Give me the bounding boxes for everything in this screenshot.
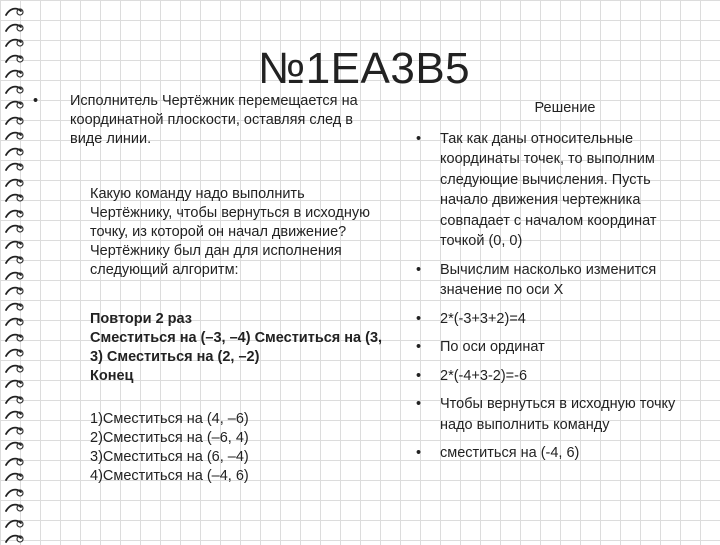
question-text: Какую команду надо выполнить Чертёжнику, чтобы вернуться в исходную точку, из которой он начал движение?	[90, 186, 370, 240]
spiral-ring-icon	[4, 425, 26, 437]
solution-item	[395, 337, 695, 358]
task-intro	[30, 92, 385, 149]
bullet-icon: •	[416, 396, 422, 412]
spiral-ring-icon	[4, 487, 26, 499]
spiral-ring-icon	[4, 53, 26, 65]
solution-item	[395, 309, 695, 330]
spiral-ring-icon	[4, 37, 26, 49]
solution-item	[395, 366, 695, 387]
notebook-spiral	[0, 0, 30, 540]
answer-option: 1)Сместиться на (4, –6)	[90, 411, 249, 427]
spiral-ring-icon	[4, 99, 26, 111]
spiral-ring-icon	[4, 394, 26, 406]
spiral-ring-icon	[4, 316, 26, 328]
solution-text: Чтобы вернуться в исходную точку надо выполнить команду	[440, 396, 676, 433]
bullet-icon: •	[416, 130, 422, 147]
solution-text: сместиться на (-4, 6)	[440, 445, 580, 461]
spiral-ring-icon	[4, 130, 26, 142]
spiral-ring-icon	[4, 239, 26, 251]
spiral-ring-icon	[4, 347, 26, 359]
solution-text: Вычислим насколько изменится значение по оси Х	[440, 261, 657, 298]
algorithm-block	[30, 310, 385, 386]
spiral-ring-icon	[4, 378, 26, 390]
solution-heading: Решение	[534, 100, 596, 116]
solution-text: По оси ординат	[440, 339, 545, 355]
solution-item	[395, 394, 695, 435]
solution-text: 2*(-4+3-2)=-6	[440, 367, 528, 384]
task-column	[30, 92, 385, 486]
answer-option: 3)Сместиться на (6, –4)	[90, 449, 249, 465]
spiral-ring-icon	[4, 502, 26, 514]
spiral-ring-icon	[4, 6, 26, 18]
spiral-ring-icon	[4, 161, 26, 173]
spiral-ring-icon	[4, 285, 26, 297]
spiral-ring-icon	[4, 301, 26, 313]
bullet-icon: •	[416, 339, 422, 355]
bullet-icon: •	[33, 93, 39, 109]
bullet-icon: •	[416, 310, 422, 327]
solution-text: 2*(-3+3+2)=4	[440, 310, 526, 327]
spiral-ring-icon	[4, 254, 26, 266]
solution-item	[395, 443, 695, 464]
spiral-ring-icon	[4, 84, 26, 96]
spiral-ring-icon	[4, 68, 26, 80]
given-text: Чертёжнику был дан для исполнения следующий алгоритм:	[90, 243, 342, 278]
bullet-icon: •	[416, 261, 422, 278]
bullet-icon: •	[416, 445, 422, 461]
spiral-ring-icon	[4, 440, 26, 452]
spiral-ring-icon	[4, 533, 26, 545]
spiral-ring-icon	[4, 471, 26, 483]
answer-option: 4)Сместиться на (–4, 6)	[90, 468, 249, 484]
bullet-icon: •	[416, 367, 422, 384]
spiral-ring-icon	[4, 332, 26, 344]
intro-text: Исполнитель Чертёжник перемещается на координатной плоскости, оставляя след в виде линии.	[70, 93, 358, 147]
spiral-ring-icon	[4, 363, 26, 375]
algorithm-line: Повтори 2 раз	[90, 311, 192, 327]
solution-item	[395, 129, 695, 252]
spiral-ring-icon	[4, 270, 26, 282]
algorithm-line: Конец	[90, 368, 134, 384]
solution-column	[395, 98, 695, 472]
spiral-ring-icon	[4, 177, 26, 189]
solution-item	[395, 260, 695, 301]
solution-text: Так как даны относительные координаты точек, то выполним следующие вычисления. Пусть начало движения чертежника совпадает с началом координат точкой (0, 0)	[440, 130, 657, 249]
answer-options	[30, 410, 385, 486]
spiral-ring-icon	[4, 518, 26, 530]
spiral-ring-icon	[4, 223, 26, 235]
spiral-ring-icon	[4, 409, 26, 421]
spiral-ring-icon	[4, 115, 26, 127]
algorithm-line: Сместиться на (–3, –4) Сместиться на (3, 3) Сместиться на (2, –2)	[90, 330, 383, 365]
spiral-ring-icon	[4, 146, 26, 158]
slide-title: №1EA3B5	[258, 44, 471, 93]
spiral-ring-icon	[4, 22, 26, 34]
task-question-block	[30, 185, 385, 280]
spiral-ring-icon	[4, 456, 26, 468]
spiral-ring-icon	[4, 208, 26, 220]
spiral-ring-icon	[4, 192, 26, 204]
answer-option: 2)Сместиться на (–6, 4)	[90, 430, 249, 446]
